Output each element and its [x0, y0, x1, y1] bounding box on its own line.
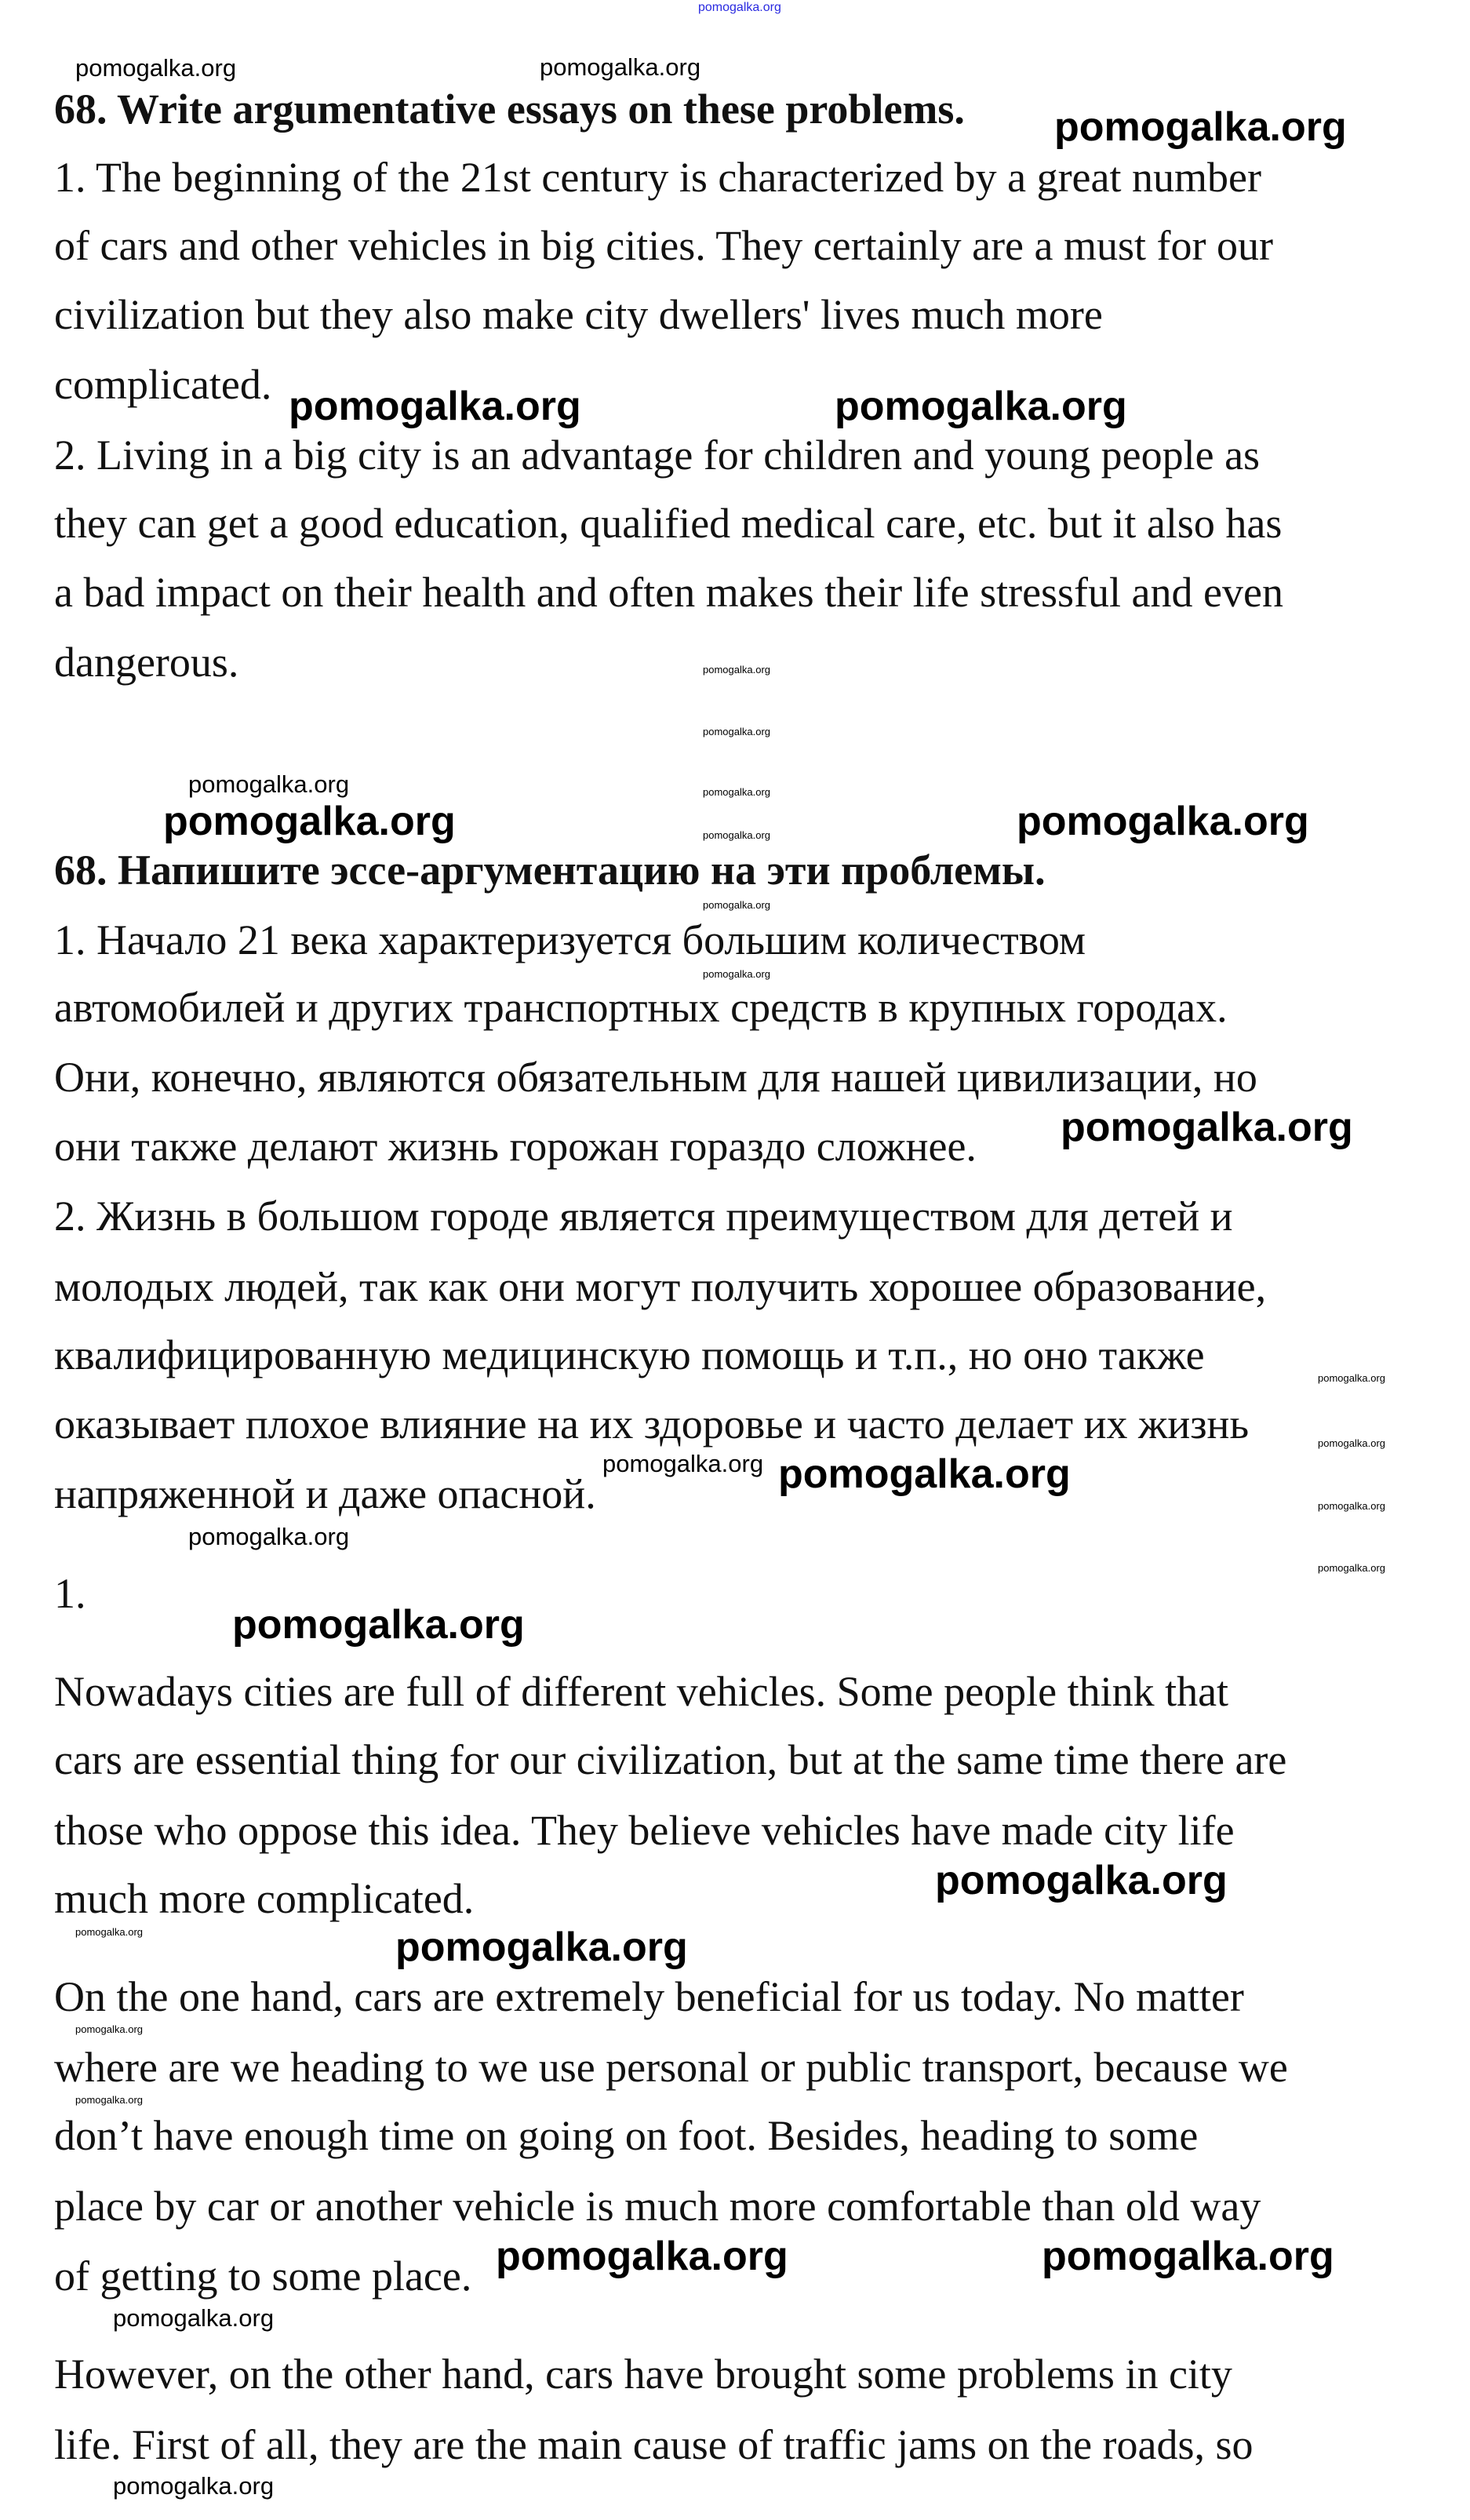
watermark: pomogalka.org — [232, 1601, 525, 1648]
watermark: pomogalka.org — [1318, 1499, 1385, 1512]
russian-task-line: они также делают жизнь горожан гораздо сложнее. — [54, 1122, 977, 1170]
watermark: pomogalka.org — [496, 2233, 788, 2279]
watermark: pomogalka.org — [778, 1451, 1071, 1497]
essay-line: don’t have enough time on going on foot. Besides, heading to some — [54, 2112, 1199, 2160]
watermark: pomogalka.org — [1054, 104, 1347, 150]
watermark: pomogalka.org — [602, 1449, 764, 1477]
essay-line: place by car or another vehicle is much more comfortable than old way — [54, 2182, 1261, 2230]
english-task-line: they can get a good education, qualified medical care, etc. but it also has — [54, 500, 1283, 548]
english-task-line: dangerous. — [54, 639, 239, 686]
watermark: pomogalka.org — [703, 785, 770, 798]
russian-task-line: оказывает плохое влияние на их здоровье и часто делает их жизнь — [54, 1400, 1250, 1448]
english-task-line: 1. The beginning of the 21st century is characterized by a great number — [54, 154, 1261, 202]
russian-task-line: 1. Начало 21 века характеризуется большим количеством — [54, 916, 1086, 964]
russian-task-line: Они, конечно, являются обязательным для нашей цивилизации, но — [54, 1054, 1257, 1102]
russian-task-line: 2. Жизнь в большом городе является преимуществом для детей и — [54, 1193, 1233, 1240]
watermark: pomogalka.org — [935, 1857, 1228, 1903]
watermark: pomogalka.org — [75, 2094, 143, 2107]
essay-line: Nowadays cities are full of different vehicles. Some people think that — [54, 1668, 1229, 1716]
watermark: pomogalka.org — [75, 54, 237, 82]
watermark: pomogalka.org — [540, 53, 701, 81]
essay-line: those who oppose this idea. They believe vehicles have made city life — [54, 1807, 1235, 1854]
watermark: pomogalka.org — [703, 725, 770, 737]
russian-task-line: автомобилей и других транспортных средств в крупных городах. — [54, 983, 1228, 1031]
english-task-line: of cars and other vehicles in big cities. They certainly are a must for our — [54, 222, 1273, 270]
essay-line: where are we heading to we use personal or public transport, because we — [54, 2043, 1288, 2091]
watermark: pomogalka.org — [188, 1522, 350, 1550]
russian-task-line: молодых людей, так как они могут получить хорошее образование, — [54, 1262, 1267, 1310]
watermark: pomogalka.org — [1318, 1561, 1385, 1574]
russian-task-line: квалифицированную медицинскую помощь и т.п., но оно также — [54, 1331, 1205, 1379]
essay-line: cars are essential thing for our civilization, but at the same time there are — [54, 1736, 1287, 1784]
watermark: pomogalka.org — [395, 1925, 688, 1971]
watermark: pomogalka.org — [1318, 1372, 1385, 1385]
russian-task-heading: 68. Напишите эссе-аргументацию на эти проблемы. — [54, 846, 1046, 894]
english-task-line: complicated. — [54, 361, 272, 409]
essay-line: life. First of all, they are the main cause of traffic jams on the roads, so — [54, 2420, 1254, 2468]
russian-task-line: напряженной и даже опасной. — [54, 1470, 596, 1518]
watermark: pomogalka.org — [75, 1925, 143, 1938]
watermark: pomogalka.org — [113, 2471, 275, 2500]
watermark: pomogalka.org — [289, 383, 581, 429]
watermark: pomogalka.org — [703, 968, 770, 981]
watermark: pomogalka.org — [113, 2303, 275, 2332]
essay-line: much more complicated. — [54, 1875, 475, 1923]
watermark: pomogalka.org — [703, 898, 770, 911]
watermark: pomogalka.org — [1061, 1105, 1353, 1151]
site-link[interactable]: pomogalka.org — [698, 1, 781, 14]
watermark: pomogalka.org — [703, 828, 770, 841]
watermark: pomogalka.org — [703, 663, 770, 676]
watermark: pomogalka.org — [163, 798, 456, 844]
essay-line: of getting to some place. — [54, 2252, 472, 2300]
watermark: pomogalka.org — [1318, 1437, 1385, 1450]
essay-line: On the one hand, cars are extremely beneficial for us today. No matter — [54, 1973, 1244, 2021]
english-task-line: a bad impact on their health and often makes their life stressful and even — [54, 568, 1283, 616]
watermark: pomogalka.org — [835, 383, 1127, 429]
watermark: pomogalka.org — [188, 770, 350, 799]
watermark: pomogalka.org — [75, 2023, 143, 2036]
english-task-line: civilization but they also make city dwellers' lives much more — [54, 290, 1103, 338]
essay-number: 1. — [54, 1570, 86, 1618]
english-task-heading: 68. Write argumentative essays on these problems. — [54, 85, 965, 133]
watermark: pomogalka.org — [1042, 2233, 1334, 2279]
english-task-line: 2. Living in a big city is an advantage for children and young people as — [54, 431, 1261, 479]
essay-line: However, on the other hand, cars have brought some problems in city — [54, 2351, 1232, 2398]
watermark: pomogalka.org — [1017, 798, 1309, 844]
